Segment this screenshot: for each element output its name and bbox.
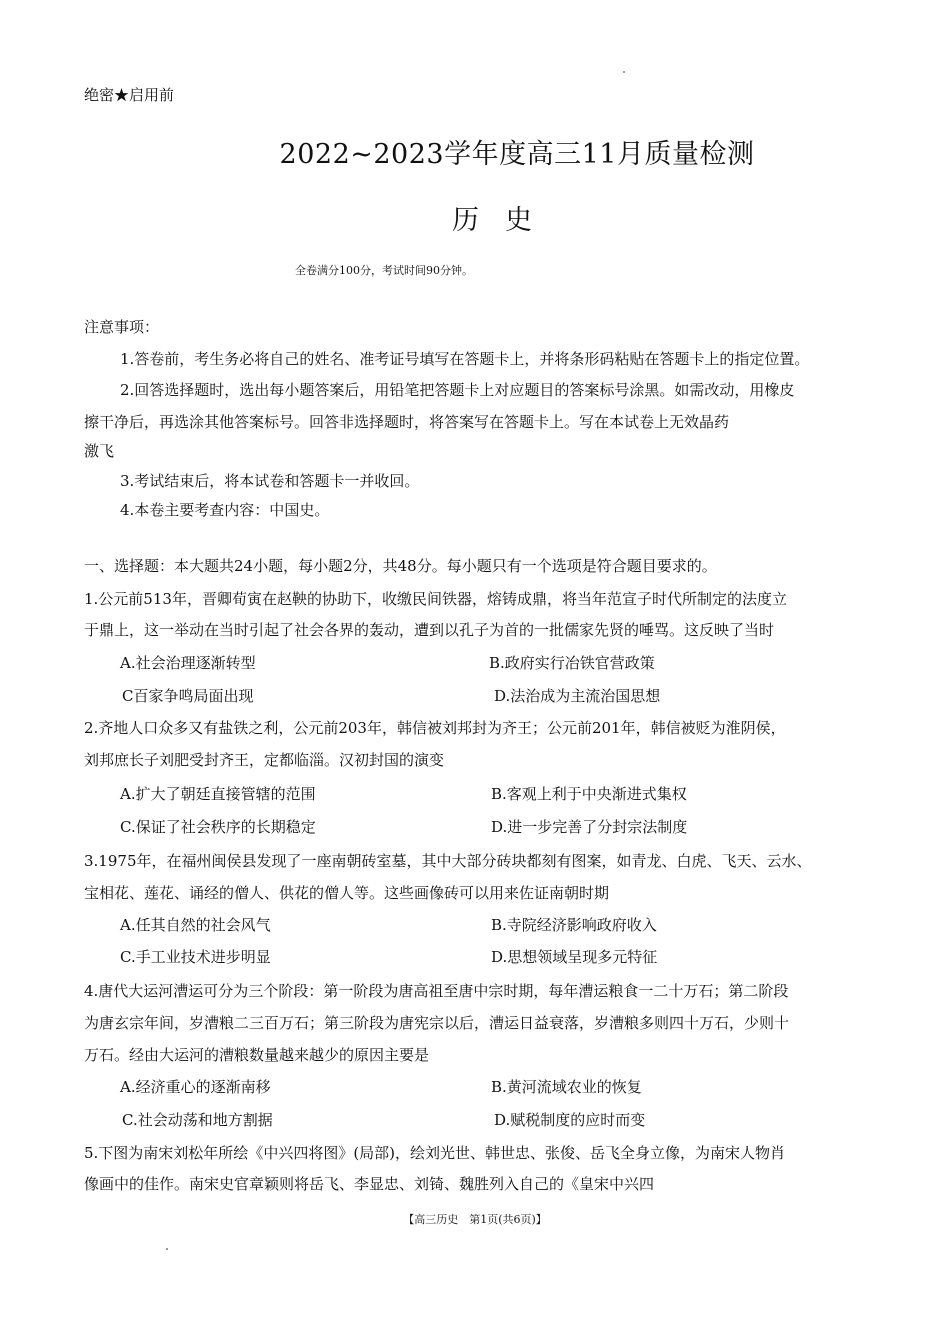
q3-option-b: B.寺院经济影响政府收入 (491, 916, 657, 934)
question-4-stem-cont: 为唐玄宗年间，岁漕粮二三百万石；第三阶段为唐宪宗以后，漕运日益衰落，岁漕粮多则四十万石，少则十 (84, 1014, 790, 1032)
notice-item-3: 3.考试结束后，将本试卷和答题卡一并收回。 (120, 472, 420, 490)
q4-option-c: C.社会动荡和地方割据 (122, 1111, 273, 1129)
question-2-stem-cont: 刘邦庶长子刘肥受封齐王，定都临淄。汉初封国的演变 (84, 751, 445, 769)
scan-speck (166, 1248, 168, 1250)
q1-option-b: B.政府实行冶铁官营政策 (489, 654, 655, 672)
q4-option-b: B.黄河流域农业的恢复 (491, 1078, 642, 1096)
exam-title: 2022~2023学年度高三11月质量检测 (279, 139, 755, 170)
question-5-stem: 5.下图为南宋刘松年所绘《中兴四将图》(局部)，绘刘光世、韩世忠、张俊、岳飞全身立像，为南宋人物肖 (84, 1144, 786, 1162)
question-4-stem: 4.唐代大运河漕运可分为三个阶段：第一阶段为唐高祖至唐中宗时期，每年漕运粮食一二十万石；第二阶段 (84, 982, 789, 1000)
q3-option-c: C.手工业技术进步明显 (120, 948, 271, 966)
section-heading: 一、选择题：本大题共24小题，每小题2分，共48分。每小题只有一个选项是符合题目要求的。 (84, 557, 717, 575)
q3-option-d: D.思想领域呈现多元特征 (491, 948, 658, 966)
q1-option-a: A.社会治理逐渐转型 (120, 654, 256, 672)
q4-option-a: A.经济重心的逐渐南移 (120, 1078, 271, 1096)
notice-item-2: 2.回答选择题时，选出每小题答案后，用铅笔把答题卡上对应题目的答案标号涂黑。如需改动，用橡皮 (120, 381, 795, 399)
notice-item-2-cont2: 激飞 (84, 442, 115, 460)
q1-option-d: D.法治成为主流治国思想 (494, 687, 661, 705)
question-1-stem: 1.公元前513年，晋卿荀寅在赵鞅的协助下，收缴民间铁器，熔铸成鼎，将当年范宣子时代所制定的法度立 (84, 590, 787, 608)
question-4-stem-cont2: 万石。经由大运河的漕粮数量越来越少的原因主要是 (84, 1046, 430, 1064)
q3-option-a: A.任其自然的社会风气 (120, 916, 271, 934)
question-5-stem-cont: 像画中的佳作。南宋史官章颖则将岳飞、李显忠、刘锜、魏胜列入自己的《皇宋中兴四 (84, 1175, 655, 1193)
notice-heading: 注意事项： (84, 318, 160, 336)
q2-option-c: C.保证了社会秩序的长期稳定 (120, 818, 316, 836)
q2-option-b: B.客观上利于中央渐进式集权 (491, 785, 687, 803)
exam-subject: 历史 (452, 205, 558, 236)
question-1-stem-cont: 于鼎上，这一举动在当时引起了社会各界的轰动，遭到以孔子为首的一批儒家先贤的唾骂。这反映了当时 (84, 621, 775, 639)
notice-item-4: 4.本卷主要考查内容：中国史。 (120, 501, 330, 519)
q2-option-a: A.扩大了朝廷直接管辖的范围 (120, 785, 316, 803)
question-3-stem: 3.1975年，在福州闽侯县发现了一座南朝砖室墓，其中大部分砖块都刻有图案，如青龙、白虎、飞天、云水、 (84, 852, 812, 870)
question-3-stem-cont: 宝相花、莲花、诵经的僧人、供花的僧人等。这些画像砖可以用来佐证南朝时期 (84, 884, 610, 902)
q1-option-c: C百家争鸣局面出现 (122, 687, 254, 705)
scan-speck (623, 71, 625, 73)
page-footer: 【高三历史 第1页(共6页)】 (403, 1213, 547, 1226)
notice-item-2-cont: 擦干净后，再选涂其他答案标号。回答非选择题时，将答案写在答题卡上。写在本试卷上无效晶药 (84, 413, 730, 431)
notice-item-1: 1.答卷前，考生务必将自己的姓名、准考证号填写在答题卡上，并将条形码粘贴在答题卡上的指定位置。 (120, 350, 810, 368)
q4-option-d: D.赋税制度的应时而变 (494, 1111, 646, 1129)
exam-info: 全卷满分100分，考试时间90分钟。 (295, 264, 473, 277)
question-2-stem: 2.齐地人口众多又有盐铁之利，公元前203年，韩信被刘邦封为齐王；公元前201年，韩信被贬为淮阴侯， (84, 719, 786, 737)
confidential-mark: 绝密★启用前 (84, 86, 175, 104)
q2-option-d: D.进一步完善了分封宗法制度 (491, 818, 688, 836)
